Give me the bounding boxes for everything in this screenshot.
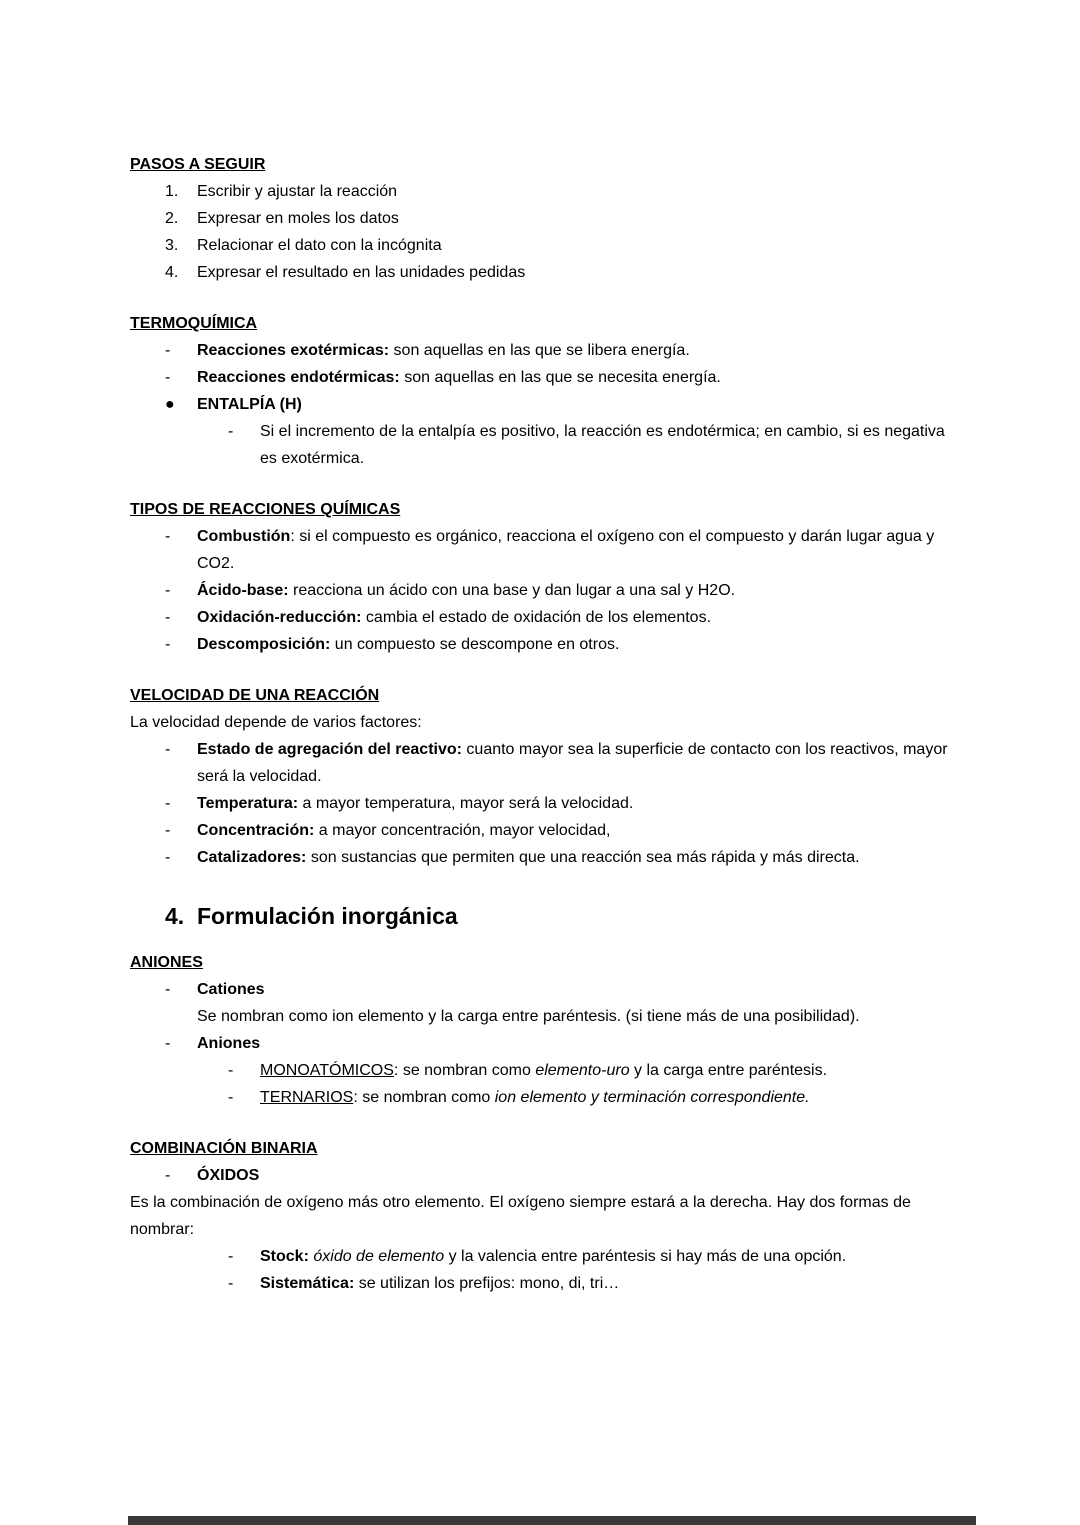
list-item-text [197, 523, 950, 577]
text-run: cuanto mayor sea la superficie de contacto con los reactivos, mayor será la velocidad. [197, 741, 948, 785]
text-run: PASOS A SEGUIR [130, 156, 266, 173]
list-item [130, 391, 950, 418]
list-item-text [260, 1243, 950, 1270]
text-run: Formulación inorgánica [197, 903, 458, 929]
heading-aniones [130, 949, 950, 976]
text-run: Descomposición: [197, 636, 331, 653]
paragraph-oxidos-descripcion [130, 1189, 950, 1243]
text-run: Es la combinación de oxígeno más otro elemento. El oxígeno siempre estará a la derecha. Hay dos formas de nombrar: [130, 1194, 911, 1238]
paragraph-velocidad-intro [130, 709, 950, 736]
list-item-text [197, 232, 950, 259]
text-run: Ácido-base: [197, 582, 289, 599]
text-run: reacciona un ácido con una base y dan lugar a una sal y H2O. [288, 582, 736, 599]
text-run: TERMOQUÍMICA [130, 315, 258, 332]
list-nomenclatura-oxidos [130, 1243, 950, 1297]
text-run: se utilizan los prefijos: mono, di, tri… [354, 1275, 620, 1292]
list-marker: - [228, 1275, 234, 1292]
list-item [130, 1030, 950, 1057]
list-item [130, 817, 950, 844]
text-run: Aniones [197, 1035, 261, 1052]
text-run: COMBINACIÓN BINARIA [130, 1140, 318, 1157]
text-run: VELOCIDAD DE UNA REACCIÓN [130, 687, 380, 704]
list-item-text [260, 418, 950, 472]
list-item-text [197, 205, 950, 232]
list-termoquimica [130, 337, 950, 472]
text-run: son sustancias que permiten que una reacción sea más rápida y más directa. [306, 849, 860, 866]
list-marker: ● [165, 396, 175, 413]
list-item [130, 1243, 950, 1270]
text-run: ENTALPÍA (H) [197, 396, 302, 413]
list-marker: - [165, 1167, 171, 1184]
list-item [130, 577, 950, 604]
list-marker: - [165, 981, 171, 998]
list-item [130, 418, 950, 472]
text-run: La velocidad depende de varios factores: [130, 714, 422, 731]
text-run: ÓXIDOS [197, 1167, 260, 1184]
text-run: y la valencia entre paréntesis si hay más de una opción. [444, 1248, 847, 1265]
text-run: son aquellas en las que se necesita energía. [399, 369, 721, 386]
list-marker: - [228, 1062, 234, 1079]
list-item [130, 604, 950, 631]
list-marker: 4. [165, 264, 179, 281]
list-marker: - [165, 528, 171, 545]
list-marker: - [165, 849, 171, 866]
text-run: Temperatura: [197, 795, 299, 812]
next-page-table-edge [128, 1516, 976, 1525]
list-aniones [130, 976, 950, 1111]
text-run: Catalizadores: [197, 849, 307, 866]
heading-text [197, 897, 458, 935]
list-item [130, 736, 950, 790]
list-item [130, 337, 950, 364]
heading-termoquimica [130, 310, 950, 337]
list-item-text [197, 364, 950, 391]
text-run: : si el compuesto es orgánico, reacciona el oxígeno con el compuesto y darán lugar agua y CO2. [197, 528, 935, 572]
text-run: TIPOS DE REACCIONES QUÍMICAS [130, 501, 401, 518]
list-item-text [197, 976, 950, 1030]
list-item-text [197, 1162, 950, 1189]
list-marker: 2. [165, 210, 179, 227]
list-marker: - [228, 1089, 234, 1106]
list-marker: - [165, 609, 171, 626]
list-item-text [197, 391, 950, 418]
list-oxidos-label [130, 1162, 950, 1189]
list-item-text [197, 790, 950, 817]
list-marker: - [165, 369, 171, 386]
list-marker: - [228, 423, 234, 440]
list-item [130, 364, 950, 391]
list-item-text [260, 1084, 950, 1111]
text-run: Expresar el resultado en las unidades pedidas [197, 264, 526, 281]
text-run: óxido de elemento [313, 1248, 445, 1265]
list-item [130, 178, 950, 205]
list-item-text [197, 631, 950, 658]
text-run: a mayor concentración, mayor velocidad, [314, 822, 611, 839]
list-item-text [197, 337, 950, 364]
text-run: : se nombran como [393, 1062, 536, 1079]
list-marker: - [165, 741, 171, 758]
list-marker: - [165, 822, 171, 839]
text-run: Se nombran como ion elemento y la carga entre paréntesis. (si tiene más de una posibilidad). [197, 1008, 860, 1025]
text-run: Escribir y ajustar la reacción [197, 183, 398, 200]
text-run: : se nombran como [353, 1089, 495, 1106]
list-item [130, 1057, 950, 1084]
text-run: Reacciones exotérmicas: [197, 342, 390, 359]
list-marker: 3. [165, 237, 179, 254]
text-run: cambia el estado de oxidación de los elementos. [361, 609, 712, 626]
text-run: ion elemento y terminación correspondiente. [494, 1089, 810, 1106]
heading-combinacion-binaria [130, 1135, 950, 1162]
text-run: Stock: [260, 1248, 309, 1265]
list-item [130, 844, 950, 871]
text-run: Cationes [197, 981, 265, 998]
list-item [130, 259, 950, 286]
heading-number: 4. [165, 903, 185, 929]
list-item-text [197, 604, 950, 631]
list-item-text [197, 817, 950, 844]
list-item-text [197, 178, 950, 205]
text-run: ANIONES [130, 954, 203, 971]
list-item [130, 976, 950, 1030]
list-item [130, 1162, 950, 1189]
text-run: Si el incremento de la entalpía es positivo, la reacción es endotérmica; en cambio, si es negativa es exotérmica. [260, 423, 945, 467]
list-marker: - [165, 1035, 171, 1052]
list-marker: - [165, 636, 171, 653]
heading-formulacion-inorganica [130, 897, 950, 935]
list-item [130, 790, 950, 817]
list-item-text [197, 259, 950, 286]
heading-velocidad-de-una-reaccion [130, 682, 950, 709]
list-item [130, 205, 950, 232]
text-run: Reacciones endotérmicas: [197, 369, 400, 386]
text-run: son aquellas en las que se libera energía. [389, 342, 690, 359]
list-item-text [197, 736, 950, 790]
text-run: un compuesto se descompone en otros. [330, 636, 620, 653]
list-factores-velocidad [130, 736, 950, 871]
text-run: MONOATÓMICOS [260, 1062, 394, 1079]
text-run: a mayor temperatura, mayor será la velocidad. [298, 795, 634, 812]
text-run: Relacionar el dato con la incógnita [197, 237, 442, 254]
text-run: Concentración: [197, 822, 315, 839]
text-run: Estado de agregación del reactivo: [197, 741, 462, 758]
text-run: Oxidación-reducción: [197, 609, 362, 626]
list-marker: - [165, 795, 171, 812]
list-marker: 1. [165, 183, 179, 200]
list-pasos-a-seguir [130, 178, 950, 286]
list-item-text [197, 844, 950, 871]
list-item [130, 1084, 950, 1111]
list-item [130, 631, 950, 658]
list-item [130, 1270, 950, 1297]
list-tipos-de-reacciones [130, 523, 950, 658]
list-marker: - [165, 582, 171, 599]
list-item [130, 523, 950, 577]
list-marker: - [165, 342, 171, 359]
text-run: y la carga entre paréntesis. [629, 1062, 828, 1079]
list-marker: - [228, 1248, 234, 1265]
text-run: TERNARIOS [260, 1089, 354, 1106]
list-item-text [197, 1030, 950, 1057]
list-item-text [260, 1270, 950, 1297]
heading-tipos-de-reacciones-quimicas [130, 496, 950, 523]
text-run: elemento-uro [535, 1062, 630, 1079]
list-item-text [197, 577, 950, 604]
list-item-text [260, 1057, 950, 1084]
heading-pasos-a-seguir [130, 151, 950, 178]
list-item [130, 232, 950, 259]
text-run: Expresar en moles los datos [197, 210, 399, 227]
text-run: Sistemática: [260, 1275, 355, 1292]
text-run: Combustión [197, 528, 291, 545]
